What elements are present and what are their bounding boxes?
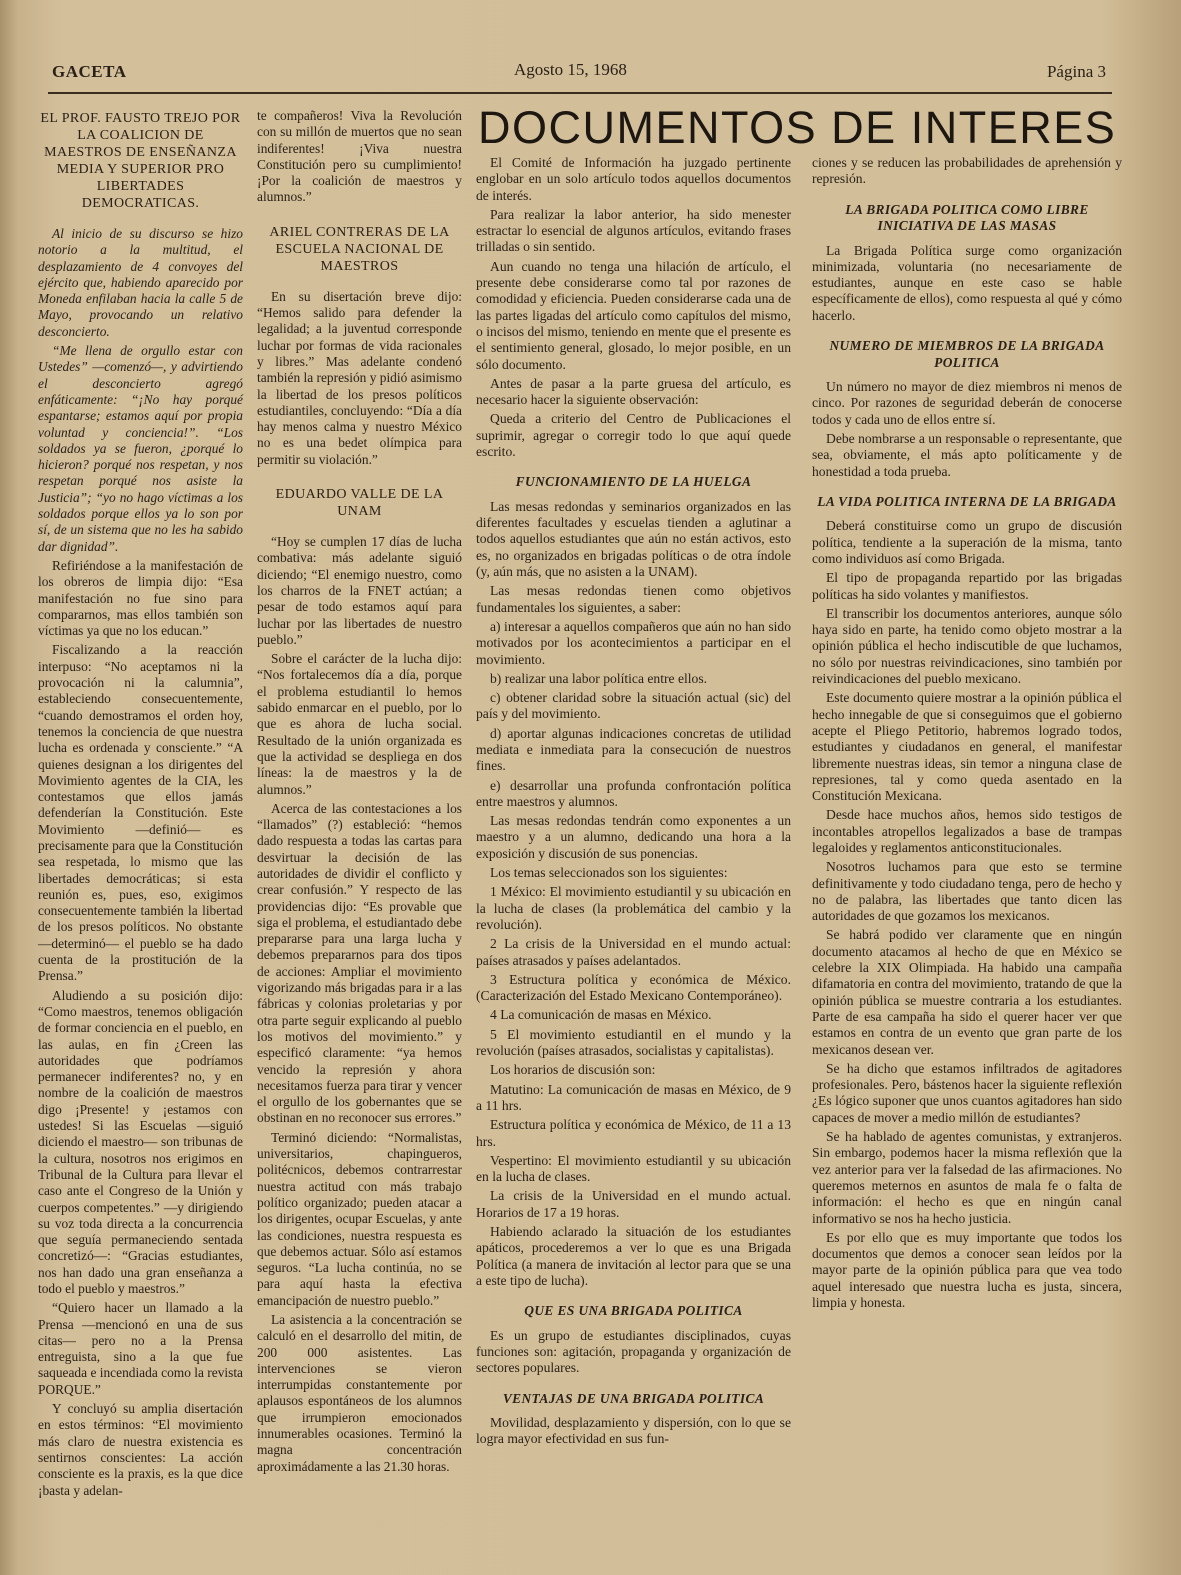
paragraph: Este documento quiere mostrar a la opinión pública el hecho innegable de que si conseguimos que el gobierno acepte el Pliego Petitorio, habremos logrado todos, estudiantes y ciudadanos en general, el manifestar libremente nuestras ideas, sin temor a ninguna clase de represiones, tal y como queda asentado en la Constitución Mexicana. [812, 690, 1122, 804]
paragraph: Los temas seleccionados son los siguientes: [490, 865, 728, 881]
paragraph: Las mesas redondas y seminarios organizados en las diferentes facultades y escuelas tienden a aglutinar a todos aquellos estudiantes que aún no están activos, esto es, no organizados en brigadas políticas o de otra índole (y, aún más, que no asisten a la UNAM). [476, 498, 791, 580]
page-number: Página 3 [1046, 62, 1106, 81]
paragraph: te compañeros! Viva la Revolución con su millón de muertos que no sean indiferentes! ¡Viva nuestra Constitución pero su cumplimiento! ¡Por la coalición de maestros y alumnos.” [257, 108, 462, 205]
paragraph: Se habrá podido ver claramente que en ningún documento atacamos al hecho de que en México se celebre la XIX Olimpiada. Ha habido una campaña difamatoria en contra del movimiento, tratando de que la opinión pública se muestre contraria a los estudiantes. Parte de esa campaña ha sido el querer hacer ver que estamos en contra de un evento que gran parte de los mexicanos desean ver. [812, 927, 1122, 1057]
list-item: 4 La comunicación de masas en México. [490, 1007, 712, 1023]
paragraph: El tipo de propaganda repartido por las brigadas políticas ha sido volantes y manifiestos. [812, 570, 1122, 602]
paragraph: Las mesas redondas tendrán como exponentes a un maestro y a un alumno, dedicando una hora a la exposición y discusión de sus ponencias. [476, 813, 791, 861]
paragraph: El Comité de Información ha juzgado pertinente englobar en un solo artículo todos aquellos documentos de interés. [476, 155, 791, 203]
paragraph: Estructura política y económica de México, de 11 a 13 hrs. [476, 1117, 791, 1149]
paragraph: La Brigada Política surge como organización minimizada, voluntaria (no necesariamente de estudiantes, aunque en este caso se hable específicamente de ellos), como respuesta al qué y cómo hacerlo. [812, 242, 1122, 323]
paragraph: Acerca de las contestaciones a los “llamados” (?) estableció: “hemos dado respuesta a todas las cartas para desvirtuar la decisión de las autoridades de dividir el conflicto y crear confusión.” Y respecto de las providencias dijo: “Es provable que siga el problema, el estudiantado debe prepararse para una larga lucha y debemos prepararnos para dos tipos de acciones: Ampliar el movimiento vigorizando más brigadas para ir a las fábricas y colonias proletarias y por otra parte seguir explicando al pueblo los motivos del movimiento.” y especificó claramente: “ya hemos vencido la represión y ahora necesitamos fuerza para tirar y vencer el orgullo de los gobernantes que se obstinan en no reconocer sus errores.” [257, 800, 462, 1126]
paragraph: La asistencia a la concentración se calculó en el desarrollo del mitin, de 200 000 asistentes. Las intervenciones se vieron interrumpidas constantemente por aplausos espontáneos de los alumnos que irrumpieron emocionados innumerables ocasiones. Terminó la magna concentración aproximádamente a las 21.30 horas. [257, 1312, 462, 1474]
paragraph: Habiendo aclarado la situación de los estudiantes apáticos, procederemos a ver lo que es una Brigada Política (a manera de invitación al lector para que se una a este tipo de lucha). [476, 1224, 791, 1288]
paragraph: Deberá constituirse como un grupo de discusión política, tendiente a la superación de la misma, tanto como individuos así como Brigada. [812, 518, 1122, 566]
paragraph: Un número no mayor de diez miembros ni menos de cinco. Por razones de seguridad deberán de conocerse todos y cada uno de ellos entre sí. [812, 379, 1122, 427]
paragraph: Movilidad, desplazamiento y dispersión, con lo que se logra mayor efectividad en sus fun- [476, 1415, 791, 1447]
paragraph: Matutino: La comunicación de masas en México, de 9 a 11 hrs. [476, 1081, 791, 1113]
paragraph: Desde hace muchos años, hemos sido testigos de incontables atropellos legalizados a base de trampas legaloides y reglamentos anticonstitucionales. [812, 807, 1122, 855]
list-item: 3 Estructura política y económica de México. (Caracterización del Estado Mexicano Contemporáneo). [476, 971, 791, 1004]
section-heading: VENTAJAS DE UNA BRIGADA POLITICA [502, 1390, 765, 1406]
article-heading: ARIEL CONTRERAS DE LA ESCUELA NACIONAL DE MAESTROS [269, 224, 450, 274]
paragraph: Sobre el carácter de la lucha dijo: “Nos fortalecemos día a día, porque el problema estudiantil lo hemos sabido enmarcar en el pueblo, por lo que es ahora de lucha social. Resultado de la unión organizada es que la actividad se despliega en dos líneas: la de maestros y la de alumnos.” [257, 651, 462, 797]
paragraph: Nosotros luchamos para que esto se termine definitivamente y todo ciudadano tenga, pero de hecho y no de palabra, las libertades que tanto dicen las autoridades de que gozamos los mexicanos. [812, 859, 1122, 924]
paragraph: Aun cuando no tenga una hilación de artículo, el presente debe considerarse como tal por razones de comodidad y eficiencia. Pueden considerarse cada una de las partes ligadas del artículo como capítulos del mismo, o incisos del mismo, teniendo en mente que el presente es el sentimiento general, glosado, lo mejor posible, en un sólo documento. [476, 258, 791, 372]
column-1 [38, 108, 243, 1502]
paragraph: Se ha hablado de agentes comunistas, y extranjeros. Sin embargo, podemos hacer la misma reflexión que la vez anterior para ver la falsedad de las afirmaciones. No queremos meternos en asuntos de mala fe o falta de información: el hecho es que en ningún canal informativo se nos ha hecho justicia. [812, 1129, 1122, 1226]
list-item: b) realizar una labor política entre ellos. [490, 670, 708, 686]
article-heading: EDUARDO VALLE DE LA UNAM [275, 487, 444, 520]
publication-name: GACETA [52, 62, 127, 81]
paragraph: Se ha dicho que estamos infiltrados de agitadores profesionales. Pero, bástenos hacer la siguiente reflexión ¿Es lógico suponer que unos cuantos agitadores han sido capaces de mover a medio millón de estudiantes? [812, 1060, 1122, 1125]
list-item: 5 El movimiento estudiantil en el mundo y la revolución (países atrasados, socialistas y capitalistas). [476, 1026, 791, 1059]
paragraph: “Quiero hacer un llamado a la Prensa —mencionó en una de sus citas— pero no a la Prensa entreguista, sino a la que fue saqueada e incendiada como la revista PORQUE.” [38, 1300, 243, 1397]
list-item: a) interesar a aquellos compañeros que aún no han sido motivados por los acontecimientos a participar en el movimiento. [476, 618, 791, 667]
page-header [52, 62, 1112, 88]
issue-date: Agosto 15, 1968 [514, 60, 627, 79]
header-rule [48, 92, 1112, 94]
paragraph: El transcribir los documentos anteriores, aunque sólo haya sido en parte, ha tenido como objeto mostrar a la opinión pública el hecho indiscutible de que luchamos, no sólo por nuestras reivindicaciones, sino también por reivindicaciones del pueblo mexicano. [812, 605, 1122, 687]
paragraph: Fiscalizando a la reacción interpuso: “No aceptamos ni la provocación ni la calumnia”, estableciendo consecuentemente, “cuando demostramos el orden hoy, tenemos la conciencia de que nuestra lucha es ordenada y consciente.” “A quienes designan a los dirigentes del Movimiento agentes de la CIA, les contestamos que ellos jamás defenderían la Constitución. Este Movimiento —definió— es precisamente para que la Constitución sea respetada, lo mismo que las libertades democráticas; si esta reunión es, pues, eso, exigimos consecuentemente también la libertad de los presos políticos. No obstante —determinó— el pueblo se ha dado cuenta de la prostitución de la Prensa.” [38, 642, 243, 984]
main-title: DOCUMENTOS DE INTERES [478, 102, 1117, 153]
list-item: 2 La crisis de la Universidad en el mundo actual: países atrasados y países adelantados. [476, 936, 791, 968]
paragraph: Terminó diciendo: “Normalistas, universitarios, chapingueros, politécnicos, debemos contrarrestar nuestra actitud con más trabajo político organizado; pueden atacar a los dirigentes, ocupar Escuelas, y ante las condiciones, nuestra respuesta es que debemos actuar. Sólo así estamos seguros. “La lucha continúa, no se para aquí hasta la efectiva emancipación de nuestro pueblo.” [257, 1129, 462, 1308]
section-heading: LA VIDA POLITICA INTERNA DE LA BRIGADA [817, 493, 1117, 509]
paragraph: Es un grupo de estudiantes disciplinados, cuyas funciones son: agitación, propaganda y organización de sectores populares. [476, 1327, 791, 1376]
article-heading: EL PROF. FAUSTO TREJO POR LA COALICION DE MAESTROS DE ENSEÑANZA MEDIA Y SUPERIOR PRO LIBERTADES DEMOCRATICAS. [40, 111, 241, 211]
paragraph: Antes de pasar a la parte gruesa del artículo, es necesario hacer la siguiente observación: [476, 375, 791, 408]
paragraph: Aludiendo a su posición dijo: “Como maestros, tenemos obligación de formar conciencia en el pueblo, en las aulas, en fin ¿Creen las autoridades que podríamos permanecer indiferentes? no, y en nombre de la coalición de maestros digo ¡Presente! y ¡estamos con ustedes! Si las Escuelas —siguió diciendo el maestro— son tribunas de la cultura, nosotros nos erigimos en Tribunal de la Cultura para llevar el caso ante el Congreso de la Unión y cuerpos competentes.” —y dirigiendo su voz toda directa a la concurrencia que seguía permaneciendo sentada concretizó—: “Gracias estudiantes, nos han dado una gran enseñanza a todo el pueblo y maestros.” [38, 987, 243, 1296]
section-heading: LA BRIGADA POLITICA COMO LIBRE INICIATIVA DE LAS MASAS [845, 201, 1089, 234]
paragraph: Refiriéndose a la manifestación de los obreros de limpia dijo: “Esa manifestación no fue sino para compararnos, mas ellos también son víctimas ya que no los educan.” [38, 557, 243, 639]
column-2 [257, 108, 462, 1478]
paragraph: Las mesas redondas tienen como objetivos fundamentales los siguientes, a saber: [476, 583, 791, 615]
list-item: e) desarrollar una profunda confrontación política entre maestros y alumnos. [476, 777, 791, 809]
section-heading: FUNCIONAMIENTO DE LA HUELGA [515, 474, 752, 490]
paragraph: Es por ello que es muy importante que todos los documentos que demos a conocer sean leídos por la mayor parte de la opinión pública para que vea todo aquel interesado que nuestra lucha es justa, sincera, limpia y honesta. [812, 1229, 1122, 1311]
paragraph: “Hoy se cumplen 17 días de lucha combativa: más adelante siguió diciendo; “El enemigo nuestro, como los charros de la FNET actúan; a pesar de todo estamos aquí para luchar por las libertades de nuestro pueblo.” [257, 534, 462, 647]
column-4 [812, 155, 1122, 1314]
paragraph: Los horarios de discusión son: [490, 1062, 656, 1078]
list-item: c) obtener claridad sobre la situación actual (sic) del país y del movimiento. [476, 690, 791, 722]
column-3 [476, 155, 791, 1451]
paragraph: Y concluyó su amplia disertación en estos términos: “El movimiento más claro de nuestra existencia es sentirnos conscientes: La acción consciente es la praxis, es la que dice ¡basta y adelan- [38, 1401, 243, 1498]
paragraph: Para realizar la labor anterior, ha sido menester estractar lo esencial de algunos artículos, evitando frases trilladas o sin sentido. [476, 206, 791, 255]
paragraph: Vespertino: El movimiento estudiantil y su ubicación en la lucha de clases. [476, 1152, 791, 1185]
list-item: d) aportar algunas indicaciones concretas de utilidad mediata e inmediata para la consecución de nuestros fines. [476, 725, 791, 774]
list-item: 1 México: El movimiento estudiantil y su ubicación en la lucha de clases (la problemática del cambio y la revolución). [476, 884, 791, 932]
paragraph: Queda a criterio del Centro de Publicaciones el suprimir, agregar o corregir todo lo que aquí quede escrito. [476, 411, 791, 460]
paragraph: Debe nombrarse a un responsable o representante, que sea, obviamente, el más apto políticamente y de honestidad a toda prueba. [812, 430, 1122, 479]
paragraph: En su disertación breve dijo: “Hemos salido para defender la legalidad; a la juventud corresponde luchar por formas de vida racionales y libres.” Mas adelante condenó también la represión y pidió asimismo la libertad de los presos políticos estudiantiles, concluyendo: “Día a día hay menos calma y nuestro México no es una bedet olímpica para permitir su violación.” [257, 288, 462, 467]
section-heading: NUMERO DE MIEMBROS DE LA BRIGADA POLITICA [829, 338, 1105, 370]
section-heading: QUE ES UNA BRIGADA POLITICA [524, 1303, 743, 1319]
paragraph: Al inicio de su discurso se hizo notorio a la multitud, el desplazamiento de 4 convoyes del ejército que, habiendo aparecido por Moneda enfilaban hacia la calle 5 de Mayo, provocando un relativo desconcierto. [38, 226, 243, 339]
paragraph: ciones y se reducen las probabilidades de aprehensión y represión. [812, 155, 1122, 187]
paragraph: “Me llena de orgullo estar con Ustedes” —comenzó—, y advirtiendo el desconcierto agregó enfáticamente: “¡No hay porqué espantarse; estamos aquí por propia voluntad y conciencia!”. “Los soldados ya se fueron, ¿porqué lo hicieron? porqué nos respetan, y nos respetan porqué nos asiste la Justicia”; “yo no hago víctimas a los soldados porque ellos ya lo son por sí, de un sistema que no les ha sabido dar dignidad”. [38, 343, 243, 554]
paragraph: La crisis de la Universidad en el mundo actual. Horarios de 17 a 19 horas. [476, 1188, 791, 1220]
